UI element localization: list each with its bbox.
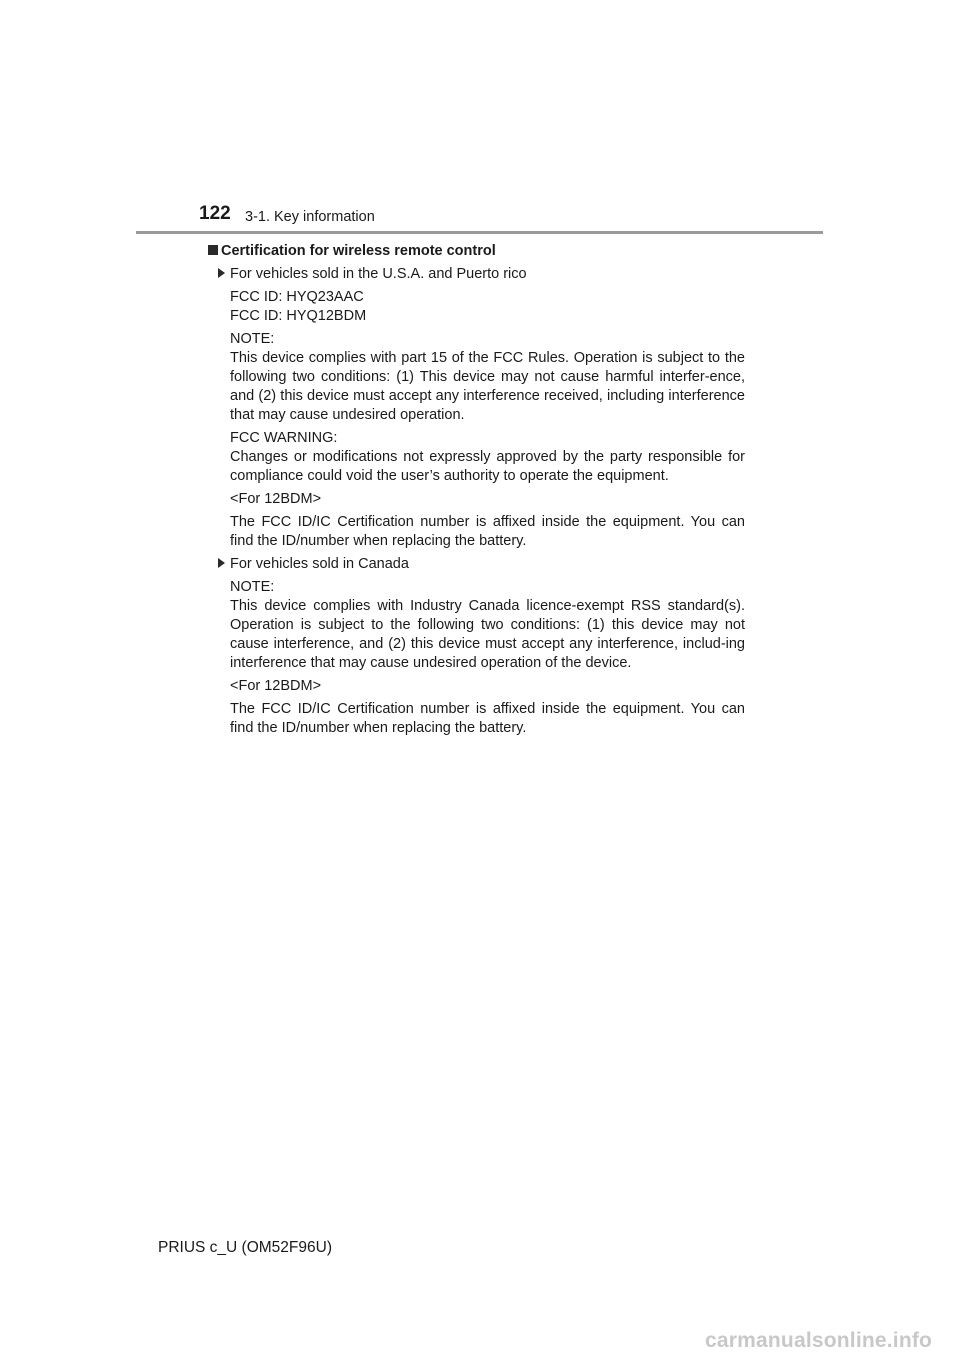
canada-note-text: This device complies with Industry Canada licence-exempt RSS standard(s). Operation is subject to the following two conditions: (1) this device may not cause interference, and (2) this device must accept any interference, includ-ing interference that may cause undesired operation of the device. — [230, 598, 745, 671]
heading-text: Certification for wireless remote control — [221, 243, 496, 259]
fcc-id-block — [211, 288, 745, 326]
usa-label: For vehicles sold in the U.S.A. and Puerto rico — [230, 266, 527, 282]
fcc-id-2: FCC ID: HYQ12BDM — [230, 308, 367, 324]
watermark: carmanualsonline.info — [705, 1329, 933, 1352]
usa-model-tag: <For 12BDM> — [230, 491, 322, 507]
certification-heading — [208, 242, 742, 261]
square-bullet-icon — [208, 245, 218, 255]
footer-model: PRIUS c_U (OM52F96U) — [158, 1239, 332, 1256]
fcc-warning-title: FCC WARNING: — [230, 430, 338, 446]
fcc-warning-text: Changes or modifications not expressly approved by the party responsible for compliance could void the user’s authority to operate the equipment. — [230, 449, 745, 484]
fcc-warning-block — [211, 429, 745, 486]
usa-battery-text: The FCC ID/IC Certification number is affixed inside the equipment. You can find the ID/number when replacing the battery. — [230, 514, 745, 549]
usa-note-text: This device complies with part 15 of the FCC Rules. Operation is subject to the following two conditions: (1) This device may not cause harmful interfer-ence, and (2) this device must accept any interference received, including interference that may cause undesired operation. — [230, 350, 745, 423]
header-divider — [136, 231, 823, 234]
fcc-id-1: FCC ID: HYQ23AAC — [230, 289, 364, 305]
triangle-bullet-icon — [218, 268, 225, 278]
canada-note-block — [211, 578, 745, 673]
canada-label: For vehicles sold in Canada — [230, 556, 409, 572]
usa-note-title: NOTE: — [230, 331, 275, 347]
section-title: 3-1. Key information — [245, 209, 375, 225]
canada-note-title: NOTE: — [230, 579, 275, 595]
usa-note-block — [211, 330, 745, 425]
page-header — [199, 203, 822, 233]
canada-subheading — [218, 555, 752, 574]
usa-subheading — [218, 265, 752, 284]
triangle-bullet-icon — [218, 558, 225, 568]
page-content — [211, 242, 745, 742]
canada-battery-text: The FCC ID/IC Certification number is affixed inside the equipment. You can find the ID/number when replacing the battery. — [230, 701, 745, 736]
page-number: 122 — [199, 203, 231, 224]
canada-model-tag: <For 12BDM> — [230, 678, 322, 694]
